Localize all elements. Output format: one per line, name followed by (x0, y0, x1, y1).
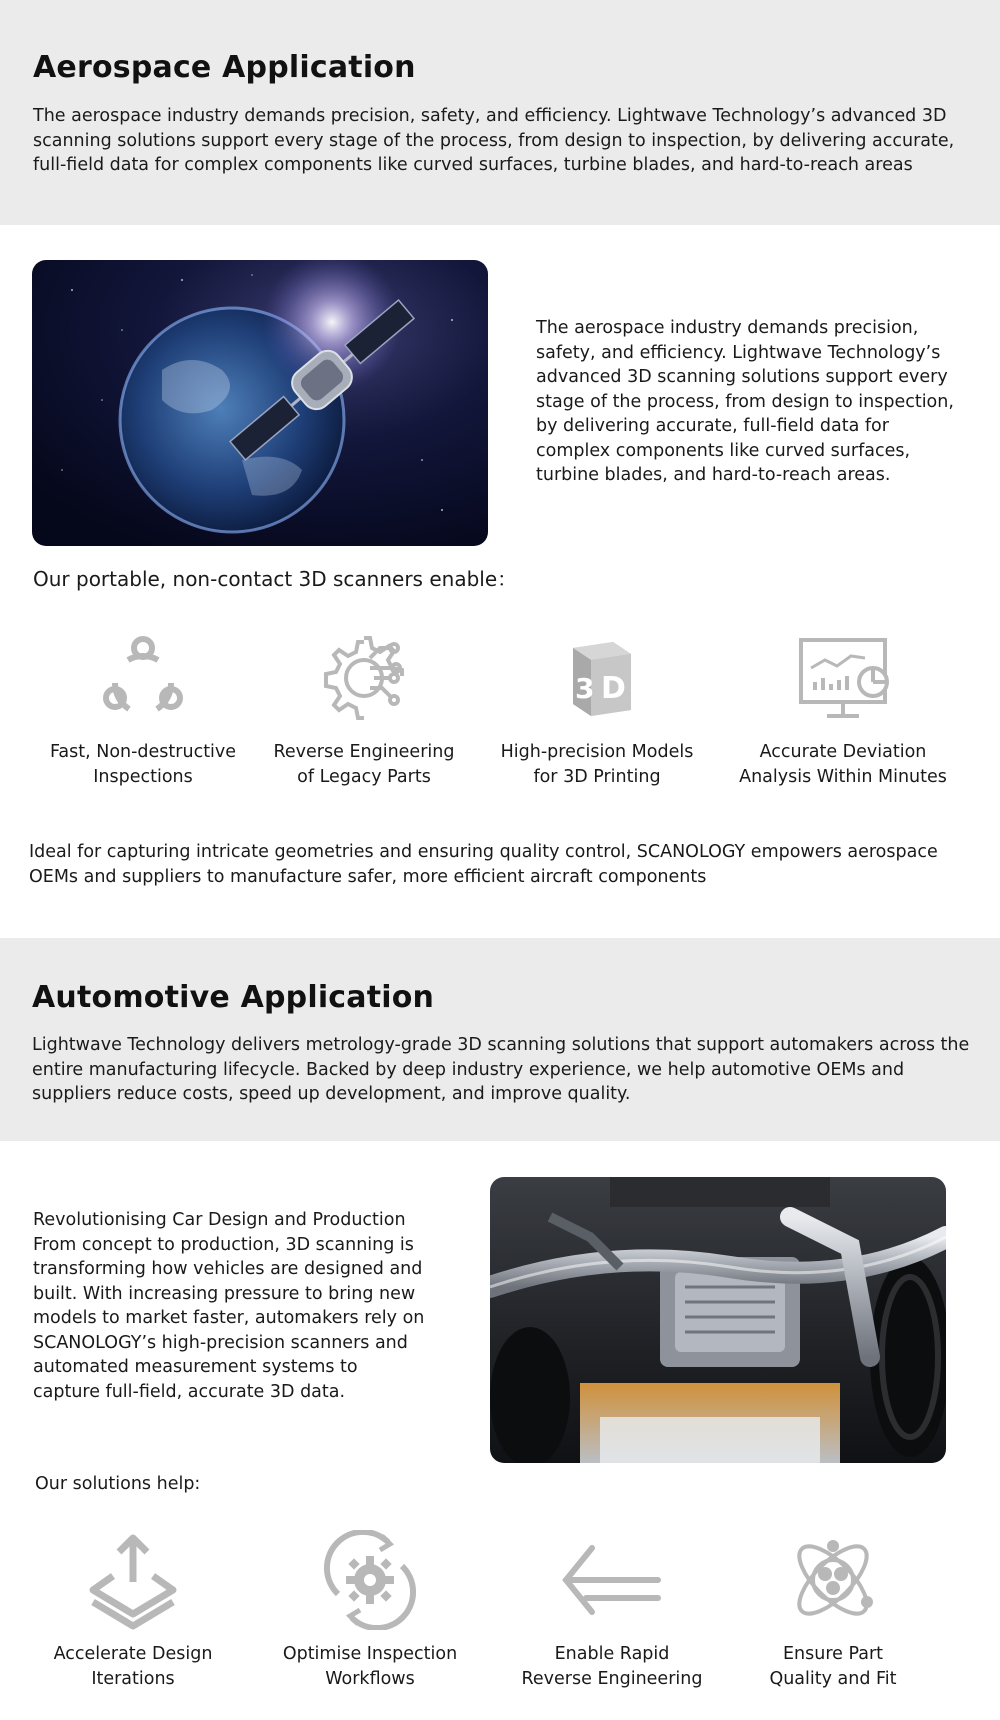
feature-3d-printing (482, 628, 712, 789)
automotive-help-heading: Our solutions help: (35, 1474, 201, 1494)
satellite-earth-illustration (32, 260, 488, 546)
automotive-intro: Lightwave Technology delivers metrology-grade 3D scanning solutions that support automakers across the entire manufacturing lifecycle. Backed by deep industry experience, we help automotive OEMs and suppliers reduce costs, speed up development, and improve quality. (32, 1035, 970, 1104)
feature-accelerate-design (18, 1530, 248, 1691)
feature-label-line: for 3D Printing (533, 766, 661, 787)
svg-text:D: D (601, 671, 626, 706)
feature-label-line: Workflows (325, 1668, 415, 1689)
satellite-earth-image (32, 260, 488, 546)
feature-deviation-analysis (728, 628, 958, 789)
car-undercarriage-image (490, 1177, 946, 1463)
feature-label-line: Accurate Deviation (759, 742, 927, 762)
feature-label-line: Reverse Engineering (273, 742, 455, 762)
automotive-body-heading: Revolutionising Car Design and Production (33, 1210, 406, 1230)
svg-text:3: 3 (575, 672, 595, 705)
layers-upload-icon (83, 1530, 183, 1630)
feature-label-line: Optimise Inspection (282, 1644, 458, 1664)
feature-rapid-reverse-engineering (497, 1530, 727, 1691)
cycle-icon (93, 628, 193, 728)
automotive-body (33, 1208, 428, 1404)
feature-label-line: Ensure Part (782, 1644, 884, 1664)
aerospace-header-band (0, 0, 1000, 225)
feature-label-line: Accelerate Design (53, 1644, 213, 1664)
feature-label-line: of Legacy Parts (297, 766, 431, 787)
feature-label-line: Iterations (91, 1668, 175, 1689)
feature-label-line: Quality and Fit (769, 1668, 897, 1689)
3d-cube-icon (547, 628, 647, 728)
feature-fast-inspections (28, 628, 258, 789)
feature-part-quality (718, 1530, 948, 1691)
gear-refresh-icon (320, 1530, 420, 1630)
automotive-body-text: From concept to production, 3D scanning is transforming how vehicles are designed and built. With increasing pressure to bring new models to market faster, automakers rely on SCANOLOGY’s high-precision scanners and automated measurement systems to capture full-field, accurate 3D data. (33, 1234, 425, 1402)
aerospace-enable-heading: Our portable, non-contact 3D scanners enable： (33, 567, 518, 591)
feature-label-line: Fast, Non-destructive (49, 742, 237, 762)
car-undercarriage-illustration (490, 1177, 946, 1463)
feature-label-line: High-precision Models (500, 742, 694, 762)
aerospace-title: Aerospace Application (33, 50, 416, 85)
feature-label-line: Inspections (93, 766, 193, 787)
arrow-left-icon (562, 1530, 662, 1630)
analytics-monitor-icon (793, 628, 893, 728)
atom-icon (783, 1530, 883, 1630)
aerospace-closing-text: Ideal for capturing intricate geometries and ensuring quality control, SCANOLOGY empowers aerospace OEMs and suppliers to manufacture safer, more efficient aircraft components (29, 842, 938, 887)
automotive-header-band (0, 938, 1000, 1141)
feature-label-line: Enable Rapid (554, 1644, 670, 1664)
feature-label-line: Reverse Engineering (521, 1668, 703, 1689)
gear-circuit-icon (314, 628, 414, 728)
feature-label-line: Analysis Within Minutes (739, 766, 947, 787)
automotive-title: Automotive Application (32, 980, 435, 1015)
aerospace-body-text: The aerospace industry demands precision, safety, and efficiency. Lightwave Technology’s advanced 3D scanning solutions support every stage of the process, from design to inspection, by delivering accurate, full-field data for complex components like curved surfaces, turbine blades, and hard-to-reach areas. (536, 318, 954, 485)
feature-optimise-inspection (255, 1530, 485, 1691)
aerospace-intro: The aerospace industry demands precision, safety, and efficiency. Lightwave Technology’s advanced 3D scanning solutions support every stage of the process, from design to inspection, by delivering accurate, full-field data for complex components like curved surfaces, turbine blades, and hard-to-reach areas (33, 106, 955, 175)
feature-reverse-engineering (249, 628, 479, 789)
